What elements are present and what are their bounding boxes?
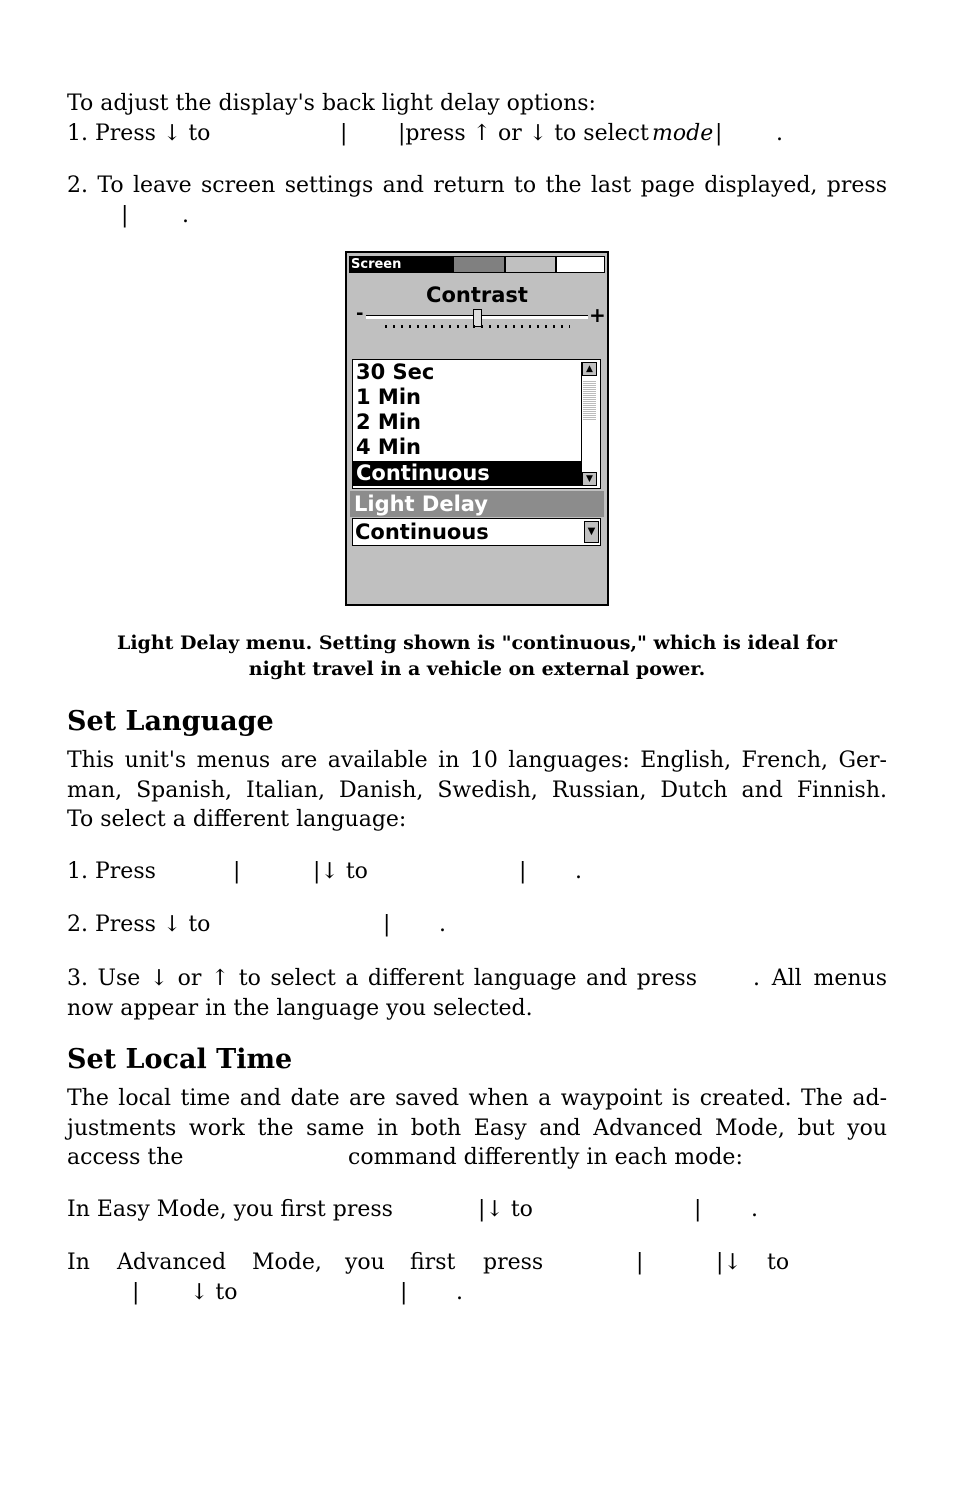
separator: | <box>383 912 391 937</box>
step-text: Advanced <box>117 1250 227 1275</box>
separator: | <box>233 859 241 884</box>
step-text: to <box>767 1250 790 1275</box>
figure-caption <box>67 630 887 682</box>
separator: | <box>340 121 348 146</box>
period: . <box>776 121 783 146</box>
separator: | <box>715 121 723 146</box>
paragraph-line: The local time and date are saved when a waypoint is created. The ad- <box>67 1086 887 1111</box>
light-delay-list[interactable] <box>352 359 601 489</box>
paragraph-line: man, Spanish, Italian, Danish, Swedish, Russian, Dutch and Finnish. <box>67 777 887 803</box>
separator: | <box>636 1250 644 1275</box>
period: . <box>439 912 446 937</box>
list-item-selected[interactable]: Continuous <box>353 461 584 486</box>
contrast-label: Contrast <box>426 283 528 307</box>
advanced-mode-line-1 <box>0 1250 954 1276</box>
separator: | <box>519 859 527 884</box>
light-gray-swatch <box>505 256 556 273</box>
step-2-line-1: 2. To leave screen settings and return to the last page displayed, press <box>67 173 887 198</box>
scroll-down-icon[interactable]: ▼ <box>582 472 597 486</box>
chevron-down-icon[interactable]: ▼ <box>584 521 599 543</box>
easy-mode-line <box>0 1197 954 1223</box>
period: . <box>182 203 189 228</box>
step-text: . All menus <box>753 966 887 991</box>
step-text: first <box>410 1250 456 1275</box>
step-text: |↓ to <box>478 1197 533 1222</box>
step-text: ↓ to <box>190 1280 238 1305</box>
white-swatch <box>556 256 605 273</box>
time-paragraph-line-3 <box>0 1143 954 1172</box>
scrollbar[interactable] <box>581 362 598 486</box>
language-step-1 <box>0 859 954 885</box>
scrollbar-thumb[interactable] <box>583 380 596 420</box>
step-text: now appear in the language you selected. <box>67 995 533 1021</box>
step-1-line <box>0 121 954 147</box>
light-delay-dropdown[interactable] <box>352 518 601 546</box>
list-item[interactable]: 30 Sec <box>356 360 435 384</box>
separator: | <box>121 203 129 228</box>
step-text: 3. Use ↓ or ↑ to select a different language and press <box>67 966 697 991</box>
plus-icon: + <box>589 303 606 327</box>
screen-title: Screen <box>351 257 402 272</box>
paragraph-text: command differently in each mode: <box>348 1145 743 1170</box>
step-text: 1. Press <box>67 859 156 884</box>
scroll-up-icon[interactable]: ▲ <box>582 362 597 376</box>
step-text: In <box>67 1250 90 1275</box>
section-heading-time: Set Local Time <box>67 1044 293 1075</box>
step-1-instruction: |press ↑ or ↓ to select <box>398 121 649 146</box>
step-2-line-2 <box>0 203 954 229</box>
list-item[interactable]: 2 Min <box>356 410 421 434</box>
paragraph-line: To select a different language: <box>67 807 407 832</box>
dropdown-value: Continuous <box>355 520 489 544</box>
caption-line: night travel in a vehicle on external power. <box>248 658 706 680</box>
separator: | <box>400 1280 408 1305</box>
paragraph-text: access the <box>67 1145 184 1170</box>
gray-swatch <box>453 256 505 273</box>
step-text: |↓ to <box>313 859 368 884</box>
device-screen <box>345 251 609 606</box>
slider-ticks <box>385 325 570 328</box>
step-text: 2. Press ↓ to <box>67 912 211 937</box>
step-text: In Easy Mode, you first press <box>67 1197 393 1222</box>
step-text: Mode, <box>252 1250 322 1275</box>
time-paragraph <box>67 1084 887 1143</box>
paragraph-line: This unit's menus are available in 10 languages: English, French, Ger- <box>67 748 887 773</box>
intro-line: To adjust the display's back light delay options: <box>67 91 596 116</box>
light-delay-field-label <box>350 491 604 517</box>
separator: | <box>694 1197 702 1222</box>
caption-line: Light Delay menu. Setting shown is "continuous," which is ideal for <box>116 632 838 654</box>
step-text: press <box>483 1250 544 1275</box>
language-step-3 <box>0 964 954 1024</box>
light-delay-label: Light Delay <box>354 492 488 516</box>
period: . <box>751 1197 758 1222</box>
list-item[interactable]: 1 Min <box>356 385 421 409</box>
advanced-mode-line-2 <box>0 1280 954 1306</box>
period: . <box>456 1280 463 1305</box>
step-text: you <box>345 1250 385 1275</box>
step-1-text: 1. Press ↓ to <box>67 121 211 146</box>
minus-icon: - <box>356 303 364 324</box>
separator: | <box>132 1280 140 1305</box>
list-item[interactable]: 4 Min <box>356 435 421 459</box>
language-paragraph <box>67 746 887 835</box>
step-text: |↓ <box>716 1250 742 1275</box>
language-step-2 <box>0 912 954 938</box>
period: . <box>575 859 582 884</box>
mode-term: mode <box>652 121 714 146</box>
section-heading-language: Set Language <box>67 706 274 737</box>
paragraph-line: justments work the same in both Easy and Advanced Mode, but you <box>67 1115 887 1141</box>
